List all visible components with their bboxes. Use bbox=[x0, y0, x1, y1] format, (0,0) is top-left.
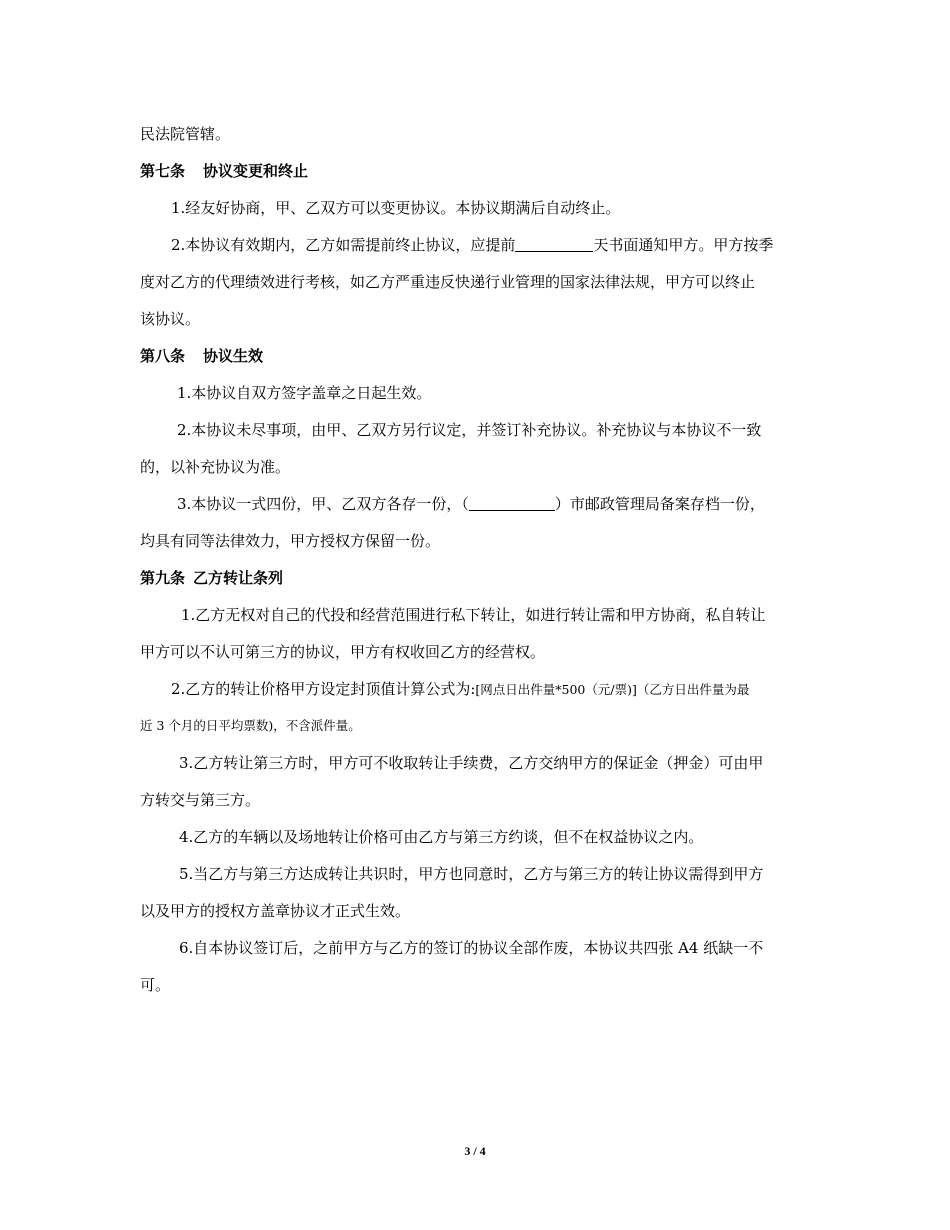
paragraph-text: 3.本协议一式四份，甲、乙双方各存一份，（ bbox=[177, 495, 469, 513]
paragraph-line: 的，以补充协议为准。 bbox=[140, 458, 291, 476]
paragraph-line: 均具有同等法律效力，甲方授权方保留一份。 bbox=[140, 532, 441, 550]
paragraph-line: 近 3 个月的日平均票数)，不含派件量。 bbox=[140, 718, 361, 733]
paragraph-line bbox=[140, 679, 812, 699]
paragraph-text: ）市邮政管理局备案存档一份， bbox=[554, 495, 765, 513]
paragraph-line: 民法院管辖。 bbox=[140, 125, 231, 143]
paragraph-line bbox=[140, 235, 812, 255]
paragraph-line: 甲方可以不认可第三方的协议，甲方有权收回乙方的经营权。 bbox=[140, 643, 546, 661]
paragraph-line: 方转交与第三方。 bbox=[140, 791, 261, 809]
paragraph-line: 6.自本协议签订后，之前甲方与乙方的签订的协议全部作废，本协议共四张 A4 纸缺一不 bbox=[179, 939, 764, 957]
paragraph-line: 该协议。 bbox=[140, 310, 201, 328]
paragraph-line: 1.本协议自双方签字盖章之日起生效。 bbox=[177, 384, 432, 402]
paragraph-line: 2.本协议未尽事项，由甲、乙双方另行议定，并签订补充协议。补充协议与本协议不一致 bbox=[177, 421, 762, 439]
formula-text: [网点日出件量*500（元/票)]（乙方日出件量为最 bbox=[475, 682, 750, 697]
heading-title: 协议生效 bbox=[203, 347, 264, 365]
paragraph-text: 2.本协议有效期内，乙方如需提前终止协议，应提前 bbox=[171, 236, 516, 254]
paragraph-text: 天书面通知甲方。甲方按季 bbox=[593, 236, 774, 254]
fill-in-blank bbox=[469, 496, 555, 511]
paragraph-line: 以及甲方的授权方盖章协议才正式生效。 bbox=[140, 902, 411, 920]
heading-title: 协议变更和终止 bbox=[203, 162, 309, 180]
paragraph-line: 4.乙方的车辆以及场地转让价格可由乙方与第三方约谈，但不在权益协议之内。 bbox=[179, 828, 704, 846]
paragraph-line: 1.经友好协商，甲、乙双方可以变更协议。本协议期满后自动终止。 bbox=[171, 199, 621, 217]
section-heading-8 bbox=[140, 346, 812, 366]
paragraph-line: 度对乙方的代理绩效进行考核，如乙方严重违反快递行业管理的国家法律法规，甲方可以终止 bbox=[140, 273, 756, 291]
paragraph-text: 2.乙方的转让价格甲方设定封顶值计算公式为: bbox=[171, 680, 476, 698]
heading-number: 第九条 bbox=[140, 569, 186, 587]
paragraph-line: 3.乙方转让第三方时，甲方可不收取转让手续费，乙方交纳甲方的保证金（押金）可由甲 bbox=[179, 754, 764, 772]
fill-in-blank bbox=[515, 237, 593, 252]
document-body bbox=[140, 124, 812, 995]
paragraph-line: 1.乙方无权对自己的代投和经营范围进行私下转让，如进行转让需和甲方协商，私自转让 bbox=[181, 606, 766, 624]
heading-title: 乙方转让条列 bbox=[193, 569, 284, 587]
paragraph-line: 5.当乙方与第三方达成转让共识时，甲方也同意时，乙方与第三方的转让协议需得到甲方 bbox=[179, 865, 764, 883]
paragraph-line: 可。 bbox=[140, 976, 171, 994]
heading-number: 第八条 bbox=[140, 347, 186, 365]
section-heading-9 bbox=[140, 568, 812, 588]
section-heading-7 bbox=[140, 161, 812, 181]
heading-number: 第七条 bbox=[140, 162, 186, 180]
paragraph-line bbox=[140, 494, 812, 514]
page-number: 3 / 4 bbox=[464, 1144, 486, 1158]
